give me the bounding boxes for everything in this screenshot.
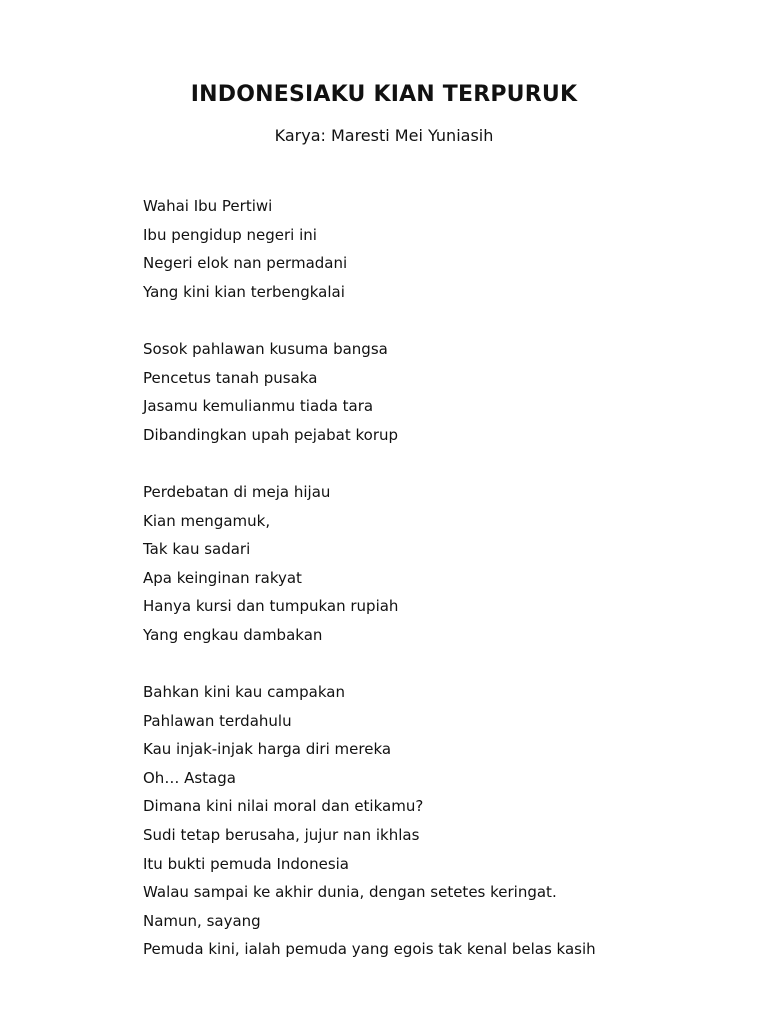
poem-line: Pencetus tanah pusaka	[143, 368, 318, 387]
poem-line: Wahai Ibu Pertiwi	[143, 197, 273, 215]
poem-stanza	[143, 478, 743, 650]
poem-line: Tak kau sadari	[143, 540, 251, 559]
poem-body	[143, 192, 743, 993]
poem-line: Kau injak-injak harga diri mereka	[143, 740, 392, 759]
poem-line: Apa keinginan rakyat	[143, 568, 302, 587]
poem-line: Walau sampai ke akhir dunia, dengan setetes keringat.	[143, 883, 557, 902]
poem-line: Kian mengamuk,	[143, 511, 271, 530]
poem-line: Oh… Astaga	[143, 768, 236, 787]
poem-title: INDONESIAKU KIAN TERPURUK	[190, 82, 578, 107]
poem-line: Negeri elok nan permadani	[143, 254, 348, 273]
poem-line: Ibu pengidup negeri ini	[143, 225, 317, 244]
poem-stanza	[143, 192, 743, 306]
poem-line: Sudi tetap berusaha, jujur nan ikhlas	[143, 826, 420, 845]
poem-line: Itu bukti pemuda Indonesia	[143, 854, 350, 873]
poem-stanza	[143, 678, 743, 964]
poem-line: Perdebatan di meja hijau	[143, 482, 331, 501]
poem-line: Bahkan kini kau campakan	[143, 683, 345, 702]
poem-line: Dibandingkan upah pejabat korup	[143, 425, 399, 444]
poem-line: Hanya kursi dan tumpukan rupiah	[143, 597, 399, 616]
poem-stanza	[143, 335, 743, 449]
poem-line: Dimana kini nilai moral dan etikamu?	[143, 797, 424, 816]
poem-line: Jasamu kemulianmu tiada tara	[143, 397, 374, 416]
poem-line: Sosok pahlawan kusuma bangsa	[143, 339, 388, 358]
poem-author: Karya: Maresti Mei Yuniasih	[274, 126, 494, 145]
poem-line: Pemuda kini, ialah pemuda yang egois tak kenal belas kasih	[143, 940, 596, 959]
poem-line: Pahlawan terdahulu	[143, 711, 292, 730]
poem-line: Yang kini kian terbengkalai	[143, 282, 345, 301]
poem-line: Namun, sayang	[143, 911, 261, 930]
poem-line: Yang engkau dambakan	[143, 625, 323, 644]
